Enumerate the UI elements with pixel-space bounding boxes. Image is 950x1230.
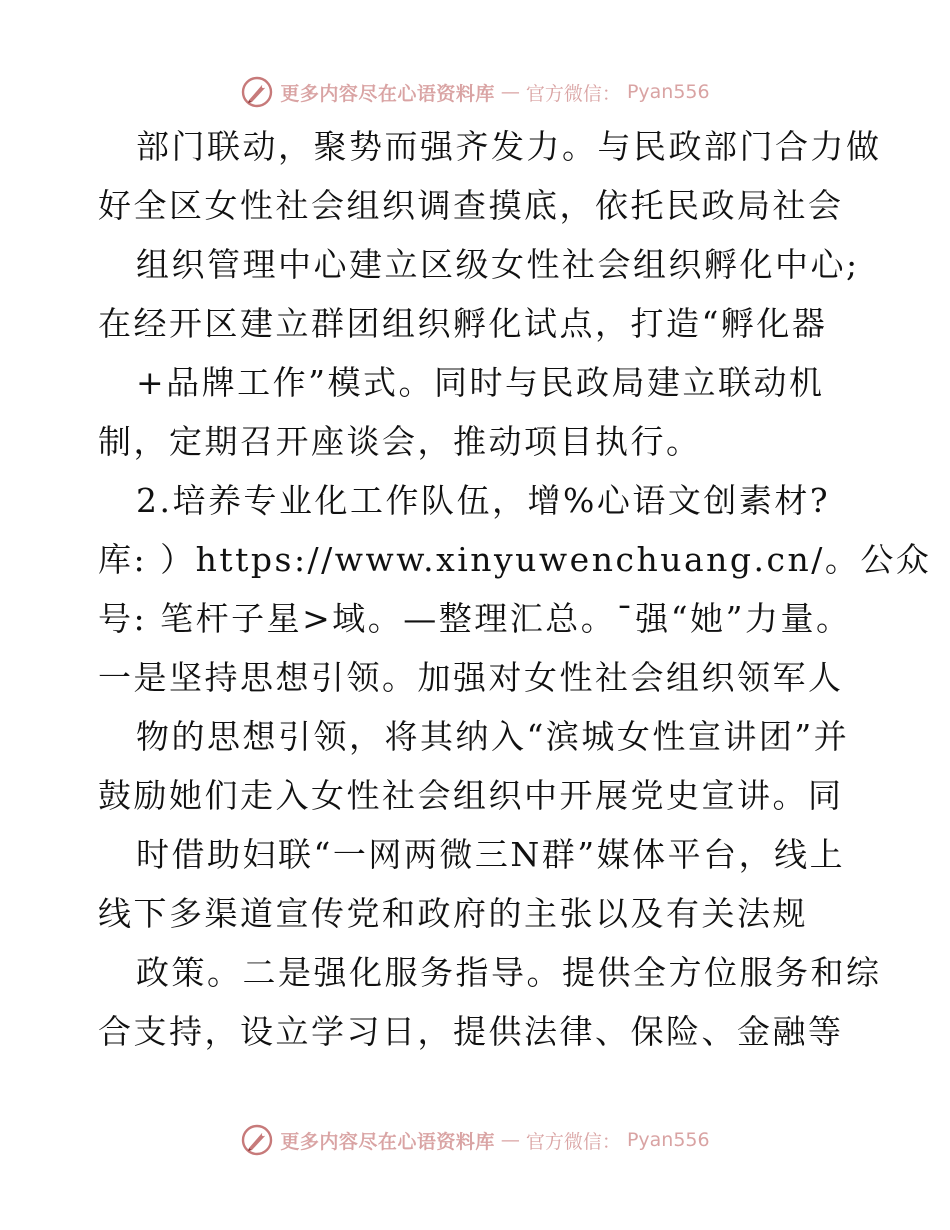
text-line: 线下多渠道宣传党和政府的主张以及有关法规 bbox=[98, 894, 808, 933]
text-line: 政策。二是强化服务指导。提供全方位服务和综 bbox=[136, 953, 882, 992]
pen-in-circle-icon bbox=[240, 1123, 274, 1157]
text-line: 库: ）https://www.xinyuwenchuang.cn/。公众 bbox=[98, 540, 932, 579]
watermark-wechat-label: 官方微信： bbox=[525, 1130, 621, 1153]
text-line: 好全区女性社会组织调查摸底，依托民政局社会 bbox=[98, 186, 844, 225]
text-line: 组织管理中心建立区级女性社会组织孵化中心; bbox=[136, 245, 860, 284]
text-line: 制，定期召开座谈会，推动项目执行。 bbox=[98, 422, 702, 461]
text-line: 合支持，设立学习日，提供法律、保险、金融等 bbox=[98, 1012, 844, 1051]
text-line: 部门联动，聚势而强齐发力。与民政部门合力做 bbox=[136, 127, 882, 166]
text-line: +品牌工作”模式。同时与民政局建立联动机 bbox=[136, 363, 825, 402]
text-line: 号: 笔杆子星>域。—整理汇总。¯强“她”力量。 bbox=[98, 599, 852, 638]
footer-watermark bbox=[0, 1120, 950, 1160]
watermark-dash: — bbox=[500, 81, 520, 103]
text-line: 时借助妇联“一网两微三N群”媒体平台，线上 bbox=[136, 835, 846, 874]
text-line: 2.培养专业化工作队伍，增%心语文创素材? bbox=[136, 481, 831, 520]
watermark-site-name: 更多内容尽在心语资料库 bbox=[280, 82, 495, 105]
watermark-wechat-id: Pyan556 bbox=[626, 1129, 710, 1151]
text-line: 一是坚持思想引领。加强对女性社会组织领军人 bbox=[98, 658, 844, 697]
text-line: 鼓励她们走入女性社会组织中开展党史宣讲。同 bbox=[98, 776, 844, 815]
text-line: 在经开区建立群团组织孵化试点，打造“孵化器 bbox=[98, 304, 828, 343]
watermark-wechat-id: Pyan556 bbox=[626, 81, 710, 103]
watermark-wechat-label: 官方微信： bbox=[525, 82, 621, 105]
header-watermark bbox=[0, 72, 950, 112]
text-line: 物的思想引领，将其纳入“滨城女性宣讲团”并 bbox=[136, 717, 850, 756]
pen-in-circle-icon bbox=[240, 75, 274, 109]
watermark-site-name: 更多内容尽在心语资料库 bbox=[280, 1130, 495, 1153]
watermark-dash: — bbox=[500, 1129, 520, 1151]
